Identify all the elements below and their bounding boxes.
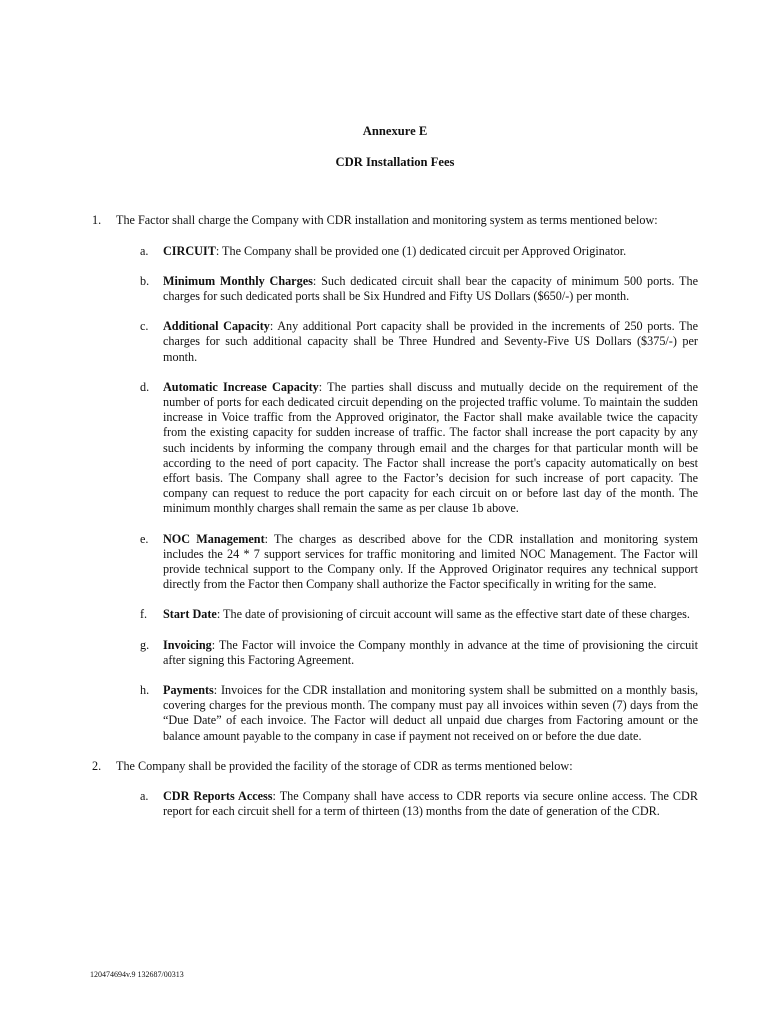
clause-label: Invoicing bbox=[163, 637, 212, 652]
document-footer-id: 120474694v.9 132687/00313 bbox=[90, 970, 184, 979]
section-1 bbox=[92, 213, 698, 743]
section-number: 2. bbox=[92, 758, 102, 773]
clause-text: : Such dedicated circuit shall bear the capacity of minimum 500 ports. The charges for such dedicated ports shall be Six Hundred and Fifty US Dollars ($650/-) per month. bbox=[163, 273, 698, 304]
document-page bbox=[92, 124, 698, 835]
section-2 bbox=[92, 759, 698, 820]
clause-1c bbox=[116, 319, 698, 365]
clause-letter: g. bbox=[140, 637, 150, 652]
clause-2a bbox=[116, 789, 698, 819]
clause-letter: e. bbox=[140, 531, 149, 546]
clause-1d bbox=[116, 380, 698, 517]
section-number: 1. bbox=[92, 213, 102, 228]
clause-text: : The charges as described above for the CDR installation and monitoring system includes the 24 * 7 support services for traffic monitoring and limited NOC Management. The Factor will provide technical support to the Company only. If the Approved Originator requires any technical support directly from the Factor then Company shall authorize the Factor specifically in writing for the same. bbox=[163, 531, 699, 592]
clause-1b bbox=[116, 274, 698, 304]
clause-letter: b. bbox=[140, 273, 150, 288]
section-text: The Company shall be provided the facility of the storage of CDR as terms mentioned below: bbox=[116, 758, 573, 773]
clause-1f bbox=[116, 607, 698, 622]
clause-text: : The Company shall have access to CDR reports via secure online access. The CDR report for each circuit shell for a term of thirteen (13) months from the date of generation of the CDR. bbox=[163, 789, 698, 819]
section-text: The Factor shall charge the Company with CDR installation and monitoring system as terms mentioned below: bbox=[116, 213, 658, 228]
clause-text: : The Factor will invoice the Company monthly in advance at the time of provisioning the circuit after signing this Factoring Agreement. bbox=[163, 637, 698, 667]
clause-1h bbox=[116, 683, 698, 744]
annex-title: Annexure E bbox=[362, 124, 428, 138]
clause-text: : Invoices for the CDR installation and monitoring system shall be submitted on a monthly basis, covering charges for the previous month. The company must pay all invoices within seven (7) days from the “Due Date” of each invoice. The Factor will deduct all unpaid due charges from Factoring amount or the balance amount payable to the company in case if payment not received on or before the due date. bbox=[163, 683, 698, 743]
section-1-items bbox=[116, 244, 698, 744]
clause-label: Additional Capacity bbox=[163, 319, 270, 334]
clause-letter: c. bbox=[140, 319, 149, 334]
fees-title: CDR Installation Fees bbox=[335, 155, 455, 170]
clause-1a bbox=[116, 244, 698, 259]
clause-letter: h. bbox=[140, 683, 150, 698]
clause-letter: a. bbox=[140, 243, 149, 258]
clause-label: Start Date bbox=[163, 607, 217, 622]
clause-label: CDR Reports Access bbox=[163, 789, 273, 804]
clause-letter: d. bbox=[140, 379, 150, 394]
clause-label: Payments bbox=[163, 683, 214, 698]
clause-text: : Any additional Port capacity shall be provided in the increments of 250 ports. The charges for such additional capacity shall be Three Hundred and Seventy-Five US Dollars ($375/-) per month. bbox=[163, 319, 698, 364]
clause-text: : The Company shall be provided one (1) dedicated circuit per Approved Originator. bbox=[215, 243, 627, 258]
clause-text: : The parties shall discuss and mutually decide on the requirement of the number of ports for each dedicated circuit depending on the projected traffic volume. To maintain the sudden increase in Voice traffic from the Approved originator, the Factor shall make available twice the capacity from the existing capacity for sudden increase of traffic. The factor shall increase the port capacity by any such incidents by informing the company through email and the charges for that particular month will be according to the need of port capacity. The Factor shall increase the port's capacity automatically on best effort basis. The Company shall agree to the Factor’s decision for such increase of port capacity. The company can request to reduce the port capacity for each circuit on or before last day of the month. The minimum monthly charges shall remain the same as per clause 1b above. bbox=[163, 379, 698, 516]
clause-1e bbox=[116, 532, 698, 593]
clause-label: CIRCUIT bbox=[163, 243, 216, 258]
clause-label: NOC Management bbox=[163, 531, 265, 546]
clause-label: Automatic Increase Capacity bbox=[163, 379, 319, 394]
clause-letter: f. bbox=[140, 607, 148, 622]
section-2-items bbox=[116, 789, 698, 819]
clause-text: : The date of provisioning of circuit account will same as the effective start date of these charges. bbox=[216, 607, 690, 622]
clause-letter: a. bbox=[140, 789, 149, 804]
clause-1g bbox=[116, 638, 698, 668]
clause-label: Minimum Monthly Charges bbox=[163, 273, 313, 288]
